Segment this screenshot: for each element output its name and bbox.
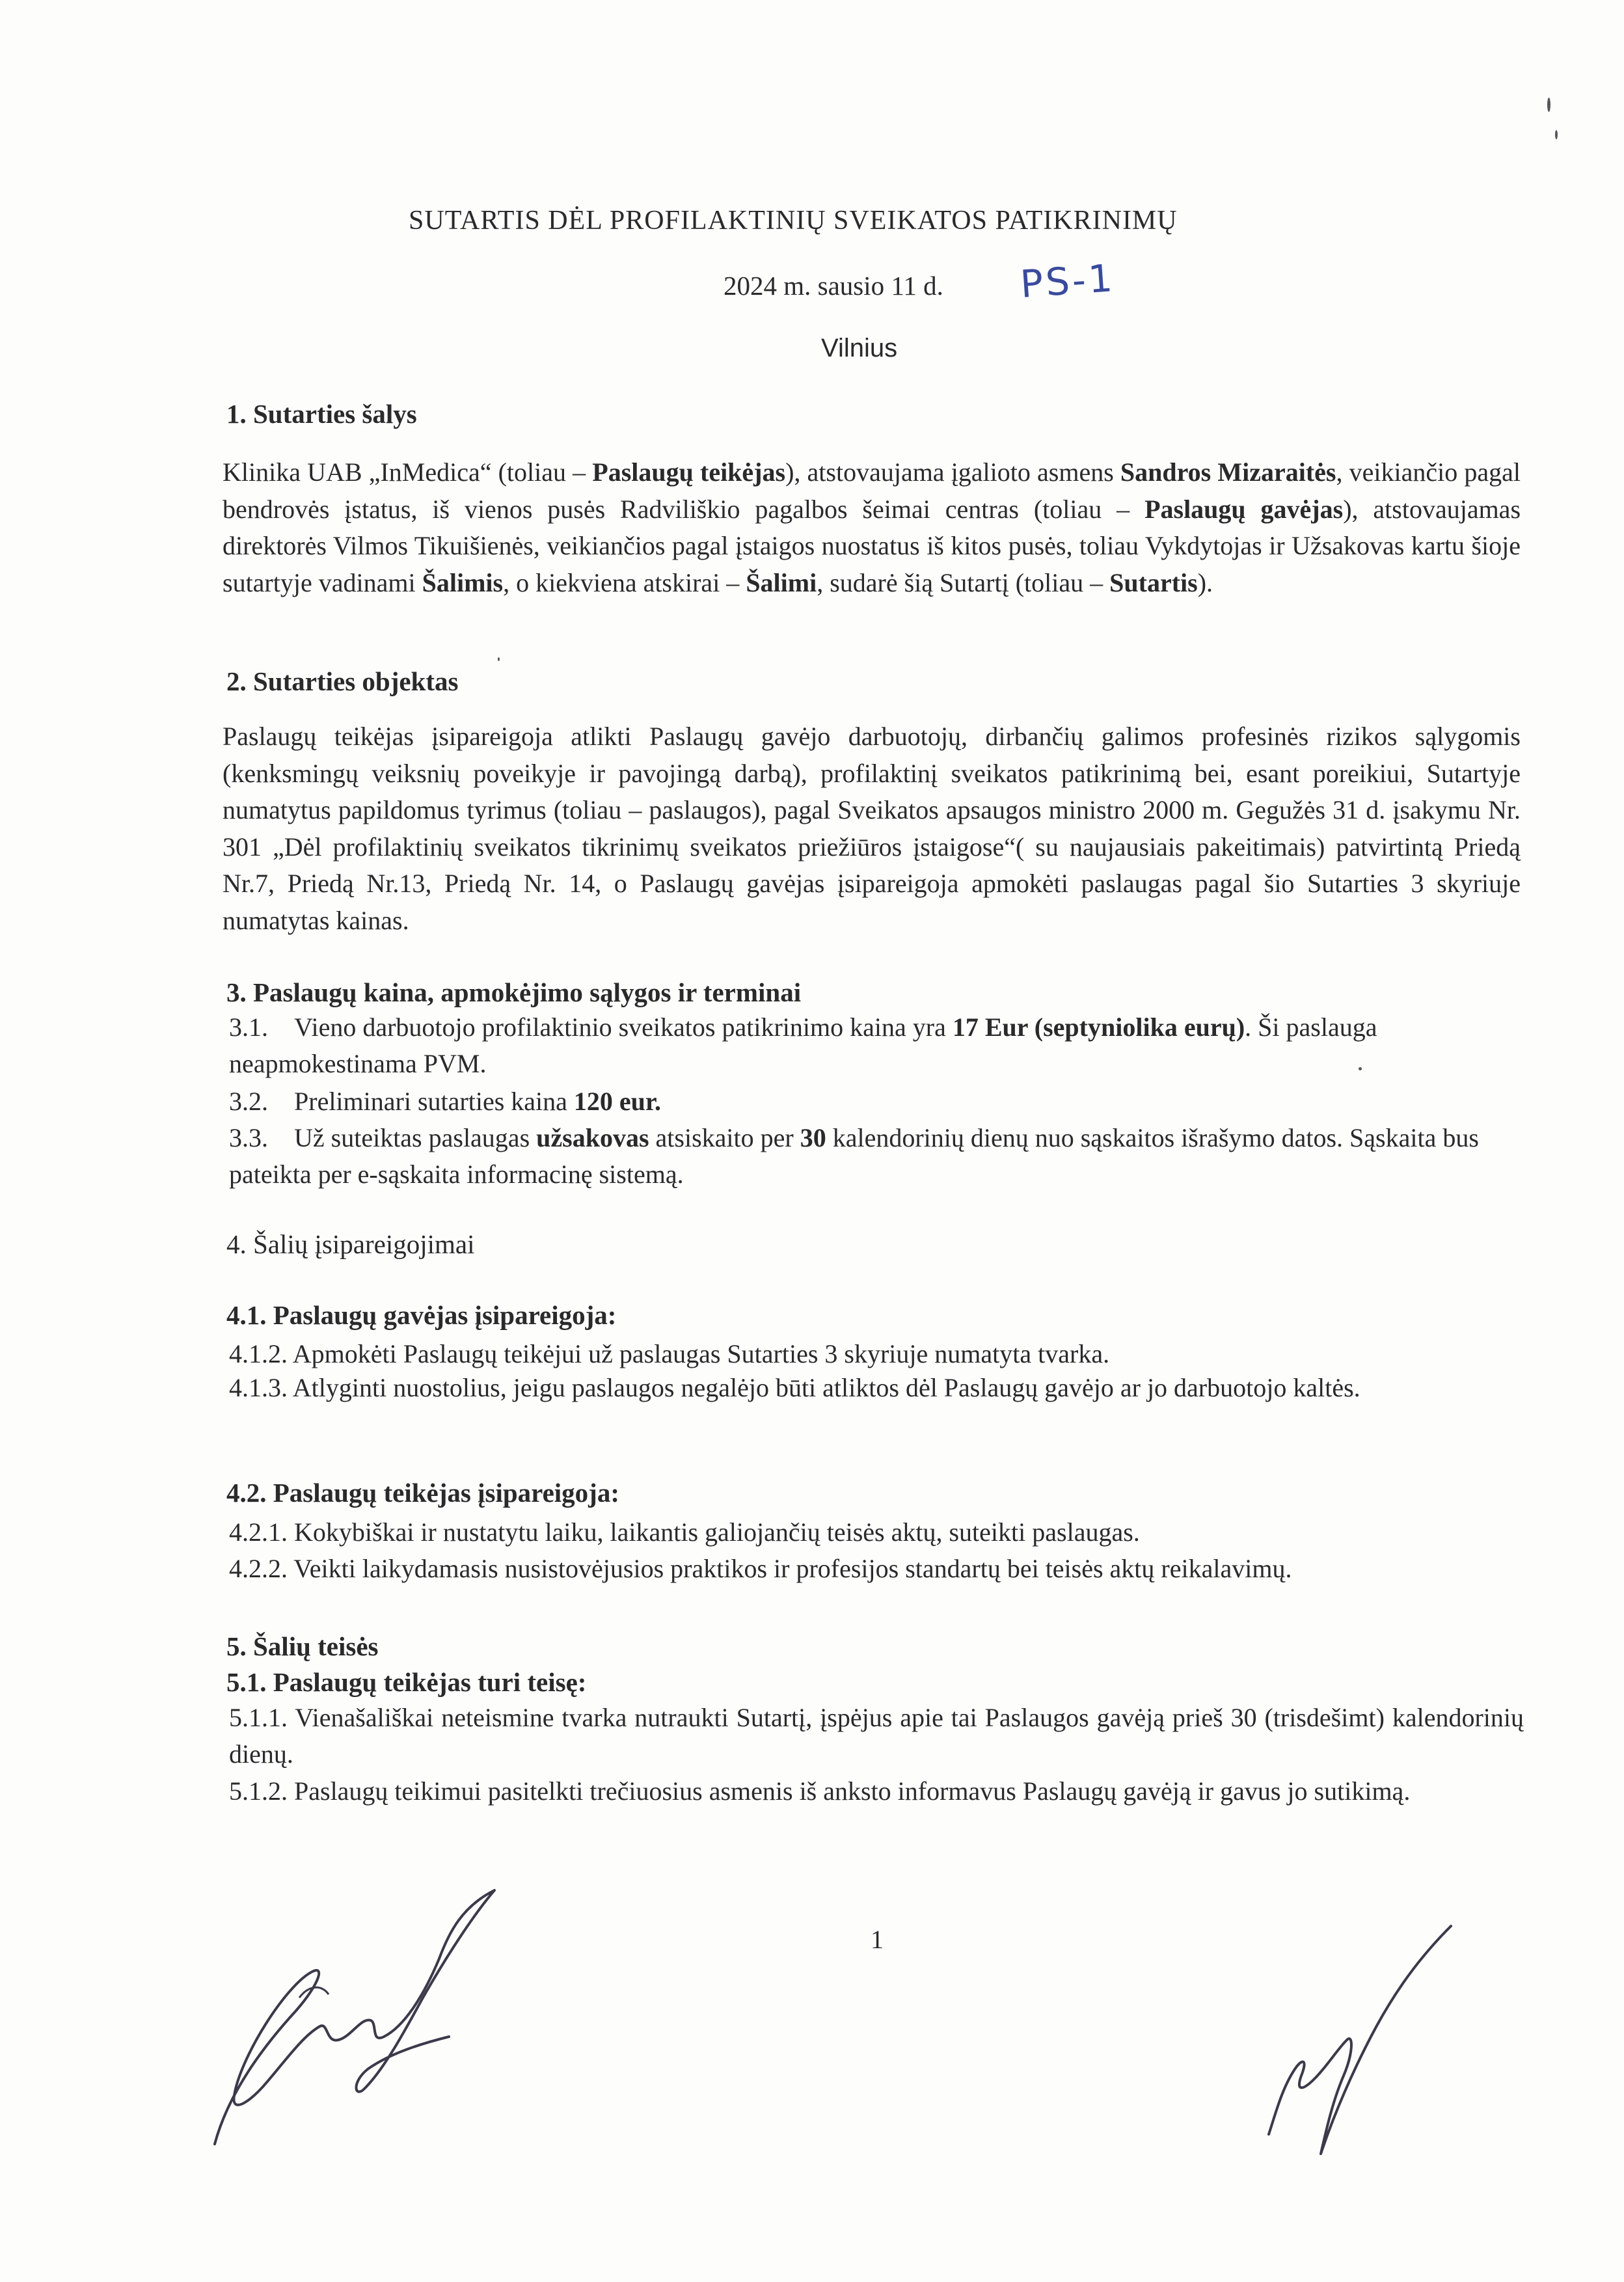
section-5-1-subheading: 5.1. Paslaugų teikėjas turi teisę: <box>226 1667 587 1697</box>
scan-speck <box>1555 130 1558 139</box>
scan-speck <box>498 657 500 661</box>
section-3-heading: 3. Paslaugų kaina, apmokėjimo sąlygos ir terminai <box>226 977 802 1007</box>
section-2-heading: 2. Sutarties objektas <box>226 666 459 696</box>
scan-speck <box>1359 1067 1362 1070</box>
section-1-heading: 1. Sutarties šalys <box>226 399 417 429</box>
section-5-heading: 5. Šalių teisės <box>226 1631 379 1661</box>
document-title: SUTARTIS DĖL PROFILAKTINIŲ SVEIKATOS PATIKRINIMŲ <box>409 206 1178 236</box>
clause-5-1-2: 5.1.2. Paslaugų teikimui pasitelkti trečiuosius asmenis iš anksto informavus Paslaugų gavėją ir gavus jo sutikimą. <box>229 1776 1411 1806</box>
section-1-parties-paragraph: Klinika UAB „InMedica“ (toliau – Paslaugų teikėjas), atstovaujama įgalioto asmens Sandros Mizaraitės, veikiančio pagal bendrovės įstatus, iš vienos pusės Radviliškio pagalbos šeimai centras (toliau – Paslaugų gavėjas), atstovaujamas direktorės Vilmos Tikuišienės, veikiančios pagal įstaigos nuostatus iš kitos pusės, toliau Vykdytojas ir Užsakovas kartu šioje sutartyje vadinami Šalimis, o kiekviena atskirai – Šalimi, sudarė šią Sutartį (toliau – Sutartis). <box>223 457 1521 597</box>
document-city: Vilnius <box>821 334 898 362</box>
section-4-2-subheading: 4.2. Paslaugų teikėjas įsipareigoja: <box>226 1478 619 1508</box>
section-4-heading: 4. Šalių įsipareigojimai <box>226 1229 475 1259</box>
clause-3-3: 3.3. Už suteiktas paslaugas užsakovas atsiskaito per 30 kalendorinių dienų nuo sąskaitos išrašymo datos. Sąskaita bus pateikta per e-sąskaita informacinę sistemą. <box>229 1120 1524 1193</box>
clause-4-1-2: 4.1.2. Apmokėti Paslaugų teikėjui už paslaugas Sutarties 3 skyriuje numatyta tvarka. <box>229 1339 1110 1368</box>
clause-4-2-1: 4.2.1. Kokybiškai ir nustatytu laiku, laikantis galiojančių teisės aktų, suteikti paslaugas. <box>229 1517 1140 1547</box>
clause-number: 3.3. <box>229 1123 268 1152</box>
clause-5-1-1: 5.1.1. Vienašališkai neteismine tvarka nutraukti Sutartį, įspėjus apie tai Paslaugos gavėją prieš 30 (trisdešimt) kalendorinių dienų. <box>229 1703 1524 1769</box>
scan-speck <box>1547 98 1550 112</box>
clause-3-1: 3.1. Vieno darbuotojo profilaktinio sveikatos patikrinimo kaina yra 17 Eur (septyniolika eurų). Ši paslauga neapmokestinama PVM. <box>229 1009 1524 1082</box>
clause-4-2-2: 4.2.2. Veikti laikydamasis nusistovėjusios praktikos ir profesijos standartų bei teisės aktų reikalavimų. <box>229 1554 1292 1583</box>
clause-number: 3.1. <box>229 1012 268 1042</box>
signature-left <box>189 1887 527 2160</box>
page-number: 1 <box>871 1925 884 1954</box>
document-date: 2024 m. sausio 11 d. <box>724 271 943 301</box>
clause-4-1-3: 4.1.3. Atlyginti nuostolius, jeigu paslaugos negalėjo būti atliktos dėl Paslaugų gavėjo ar jo darbuotojo kaltės. <box>229 1373 1360 1402</box>
section-2-object-paragraph: Paslaugų teikėjas įsipareigoja atlikti Paslaugų gavėjo darbuotojų, dirbančių galimos profesinės rizikos sąlygomis (kenksmingų veiksnių poveikyje ir pavojingą darbą), profilaktinį sveikatos patikrinimą bei, esant poreikiui, Sutartyje numatytus papildomus tyrimus (toliau – paslaugos), pagal Sveikatos apsaugos ministro 2000 m. Gegužės 31 d. įsakymu Nr. 301 „Dėl profilaktinių sveikatos tikrinimų sveikatos priežiūros įstaigose“( su naujausiais pakeitimais) patvirtintą Priedą Nr.7, Priedą Nr.13, Priedą Nr. 14, o Paslaugų gavėjas įsipareigoja apmokėti paslaugas pagal šio Sutarties 3 skyriuje numatytas kainas. <box>223 722 1521 935</box>
signature-right <box>1256 1920 1464 2167</box>
section-4-1-subheading: 4.1. Paslaugų gavėjas įsipareigoja: <box>226 1300 617 1330</box>
clause-3-2: 3.2. Preliminari sutarties kaina 120 eur. <box>229 1083 1524 1120</box>
clause-number: 3.2. <box>229 1087 268 1116</box>
handwritten-contract-number: PS-1 <box>1018 256 1116 306</box>
